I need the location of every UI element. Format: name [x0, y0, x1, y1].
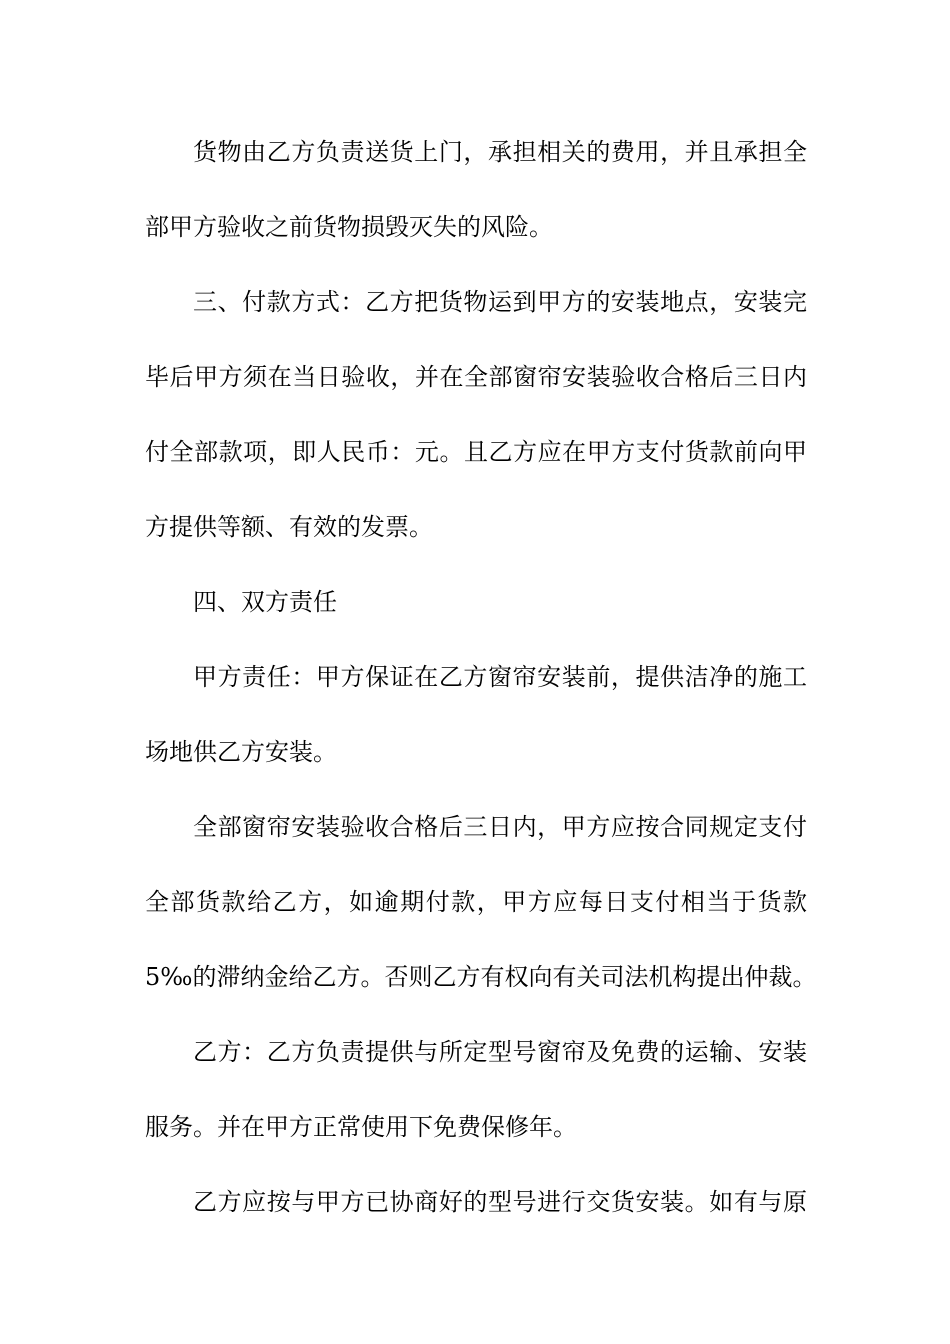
- paragraph-line: 方提供等额、有效的发票。: [145, 513, 433, 541]
- section-heading: 四、双方责任: [193, 588, 337, 616]
- paragraph-line: 三、付款方式：乙方把货物运到甲方的安装地点，安装完: [193, 288, 807, 316]
- paragraph-line: 付全部款项，即人民币：元。且乙方应在甲方支付货款前向甲: [145, 438, 807, 466]
- paragraph-line: 场地供乙方安装。: [145, 738, 337, 766]
- paragraph-line: 5‰的滞纳金给乙方。否则乙方有权向有关司法机构提出仲裁。: [145, 963, 817, 991]
- paragraph-line: 服务。并在甲方正常使用下免费保修年。: [145, 1113, 577, 1141]
- paragraph-line: 全部窗帘安装验收合格后三日内，甲方应按合同规定支付: [193, 813, 807, 841]
- paragraph-line: 全部货款给乙方，如逾期付款，甲方应每日支付相当于货款: [145, 888, 807, 916]
- paragraph-line: 乙方应按与甲方已协商好的型号进行交货安装。如有与原: [193, 1188, 807, 1216]
- paragraph-line: 毕后甲方须在当日验收，并在全部窗帘安装验收合格后三日内: [145, 363, 807, 391]
- paragraph-line: 货物由乙方负责送货上门，承担相关的费用，并且承担全: [193, 138, 807, 166]
- paragraph-line: 甲方责任：甲方保证在乙方窗帘安装前，提供洁净的施工: [193, 663, 807, 691]
- paragraph-line: 部甲方验收之前货物损毁灭失的风险。: [145, 213, 553, 241]
- paragraph-line: 乙方：乙方负责提供与所定型号窗帘及免费的运输、安装: [193, 1038, 807, 1066]
